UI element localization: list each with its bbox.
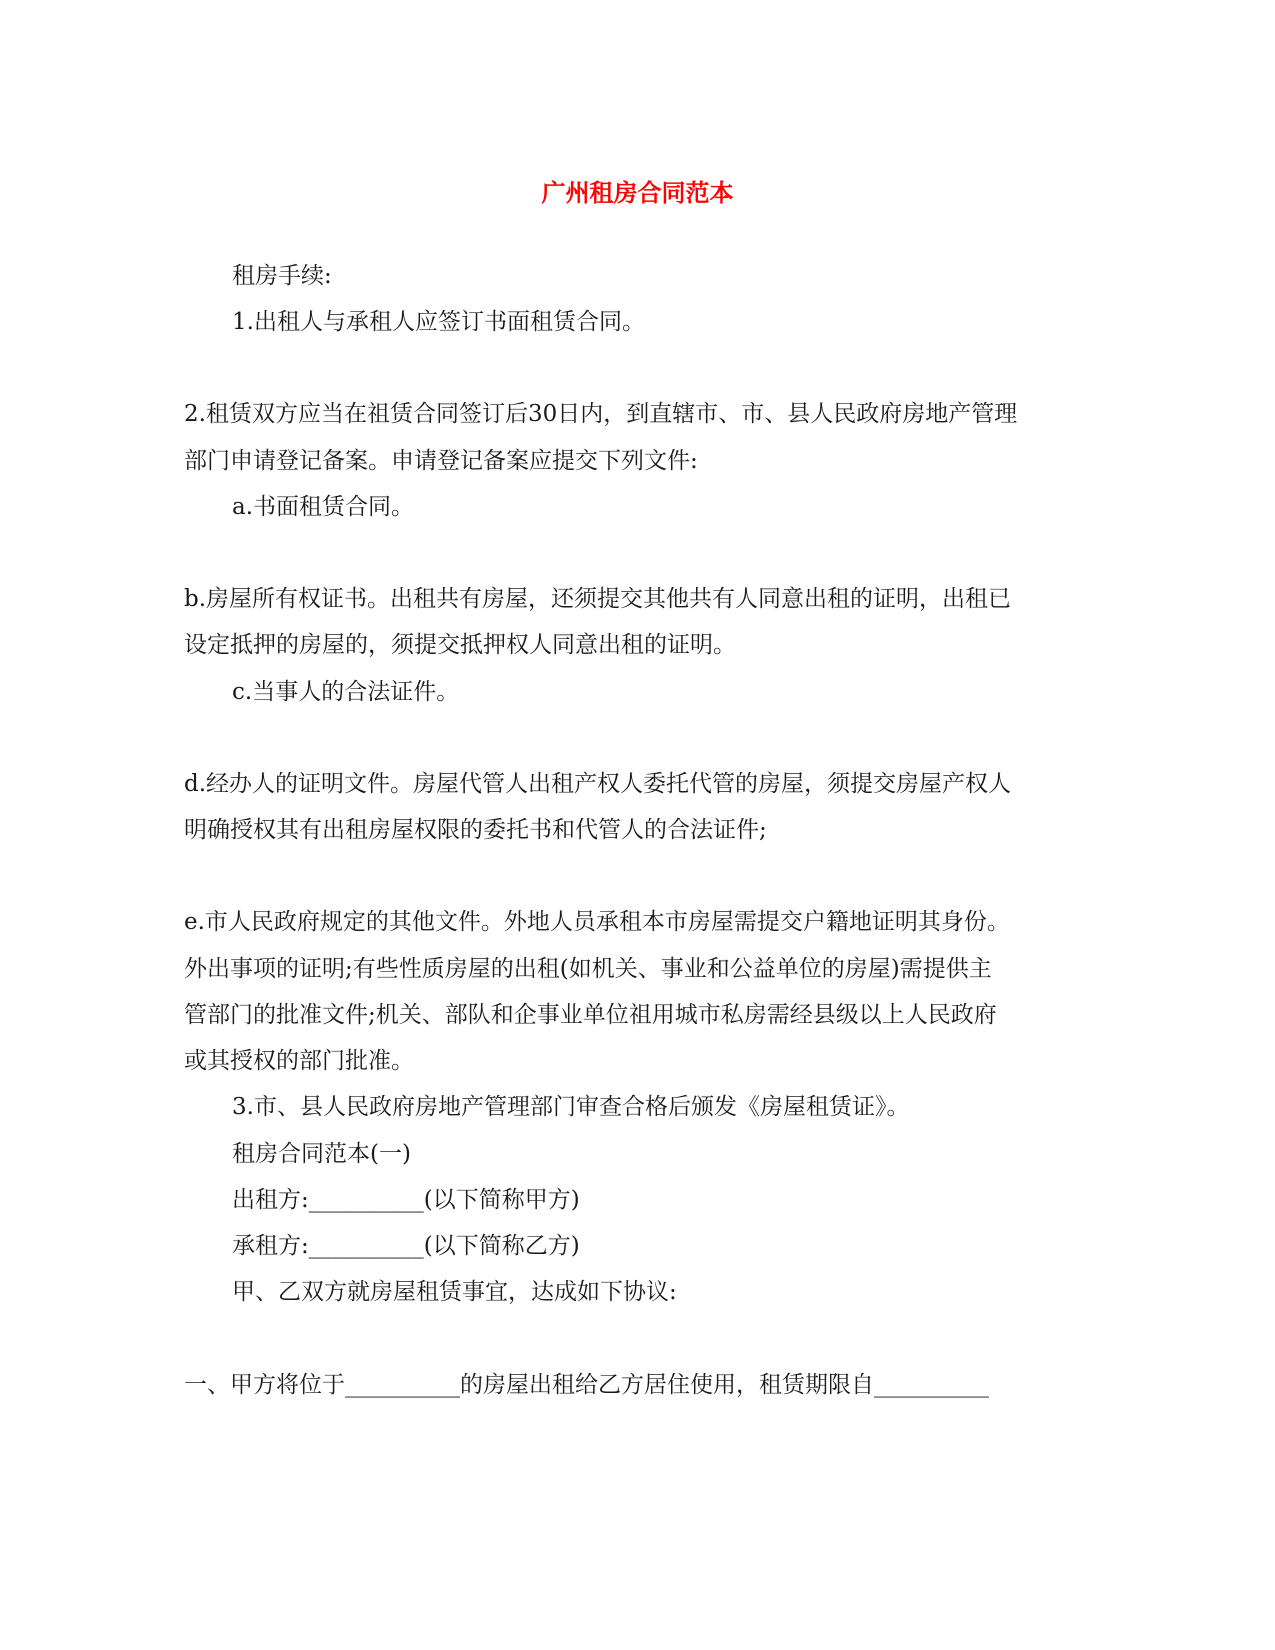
paragraph-line: 3.市、县人民政府房地产管理部门审查合格后颁发《房屋租赁证》。 [232,1094,910,1120]
paragraph-line: a.书面租赁合同。 [232,494,415,520]
paragraph-line: 一、甲方将位于__________的房屋出租给乙方居住使用，租赁期限自__________ [184,1372,989,1398]
paragraph-line: 设定抵押的房屋的，须提交抵押权人同意出租的证明。 [184,632,736,658]
paragraph-line: 租房合同范本(一) [232,1141,411,1167]
paragraph-line: 管部门的批准文件;机关、部队和企事业单位祖用城市私房需经县级以上人民政府 [184,1002,997,1028]
paragraph-line: 甲、乙双方就房屋租赁事宜，达成如下协议: [232,1279,677,1305]
paragraph-line: 租房手续: [232,263,332,289]
paragraph-line: b.房屋所有权证书。出租共有房屋，还须提交其他共有人同意出租的证明，出租已 [184,586,1012,612]
paragraph-line: 或其授权的部门批准。 [184,1048,414,1074]
paragraph-line: 部门申请登记备案。申请登记备案应提交下列文件: [184,448,698,474]
paragraph-line: d.经办人的证明文件。房屋代管人出租产权人委托代管的房屋，须提交房屋产权人 [184,771,1012,797]
paragraph-line: c.当事人的合法证件。 [232,679,460,705]
paragraph-line: 外出事项的证明;有些性质房屋的出租(如机关、事业和公益单位的房屋)需提供主 [184,956,992,982]
paragraph-line: 明确授权其有出租房屋权限的委托书和代管人的合法证件; [184,817,767,843]
paragraph-line: 1.出租人与承租人应签订书面租赁合同。 [232,309,645,335]
document-title: 广州租房合同范本 [541,179,734,207]
paragraph-line: 出租方:__________(以下简称甲方) [232,1187,580,1213]
paragraph-line: e.市人民政府规定的其他文件。外地人员承租本市房屋需提交户籍地证明其身份。 [184,909,1010,935]
paragraph-line: 2.租赁双方应当在祖赁合同签订后30日内，到直辖市、市、县人民政府房地产管理 [184,401,1018,427]
paragraph-line: 承租方:__________(以下简称乙方) [232,1233,580,1259]
